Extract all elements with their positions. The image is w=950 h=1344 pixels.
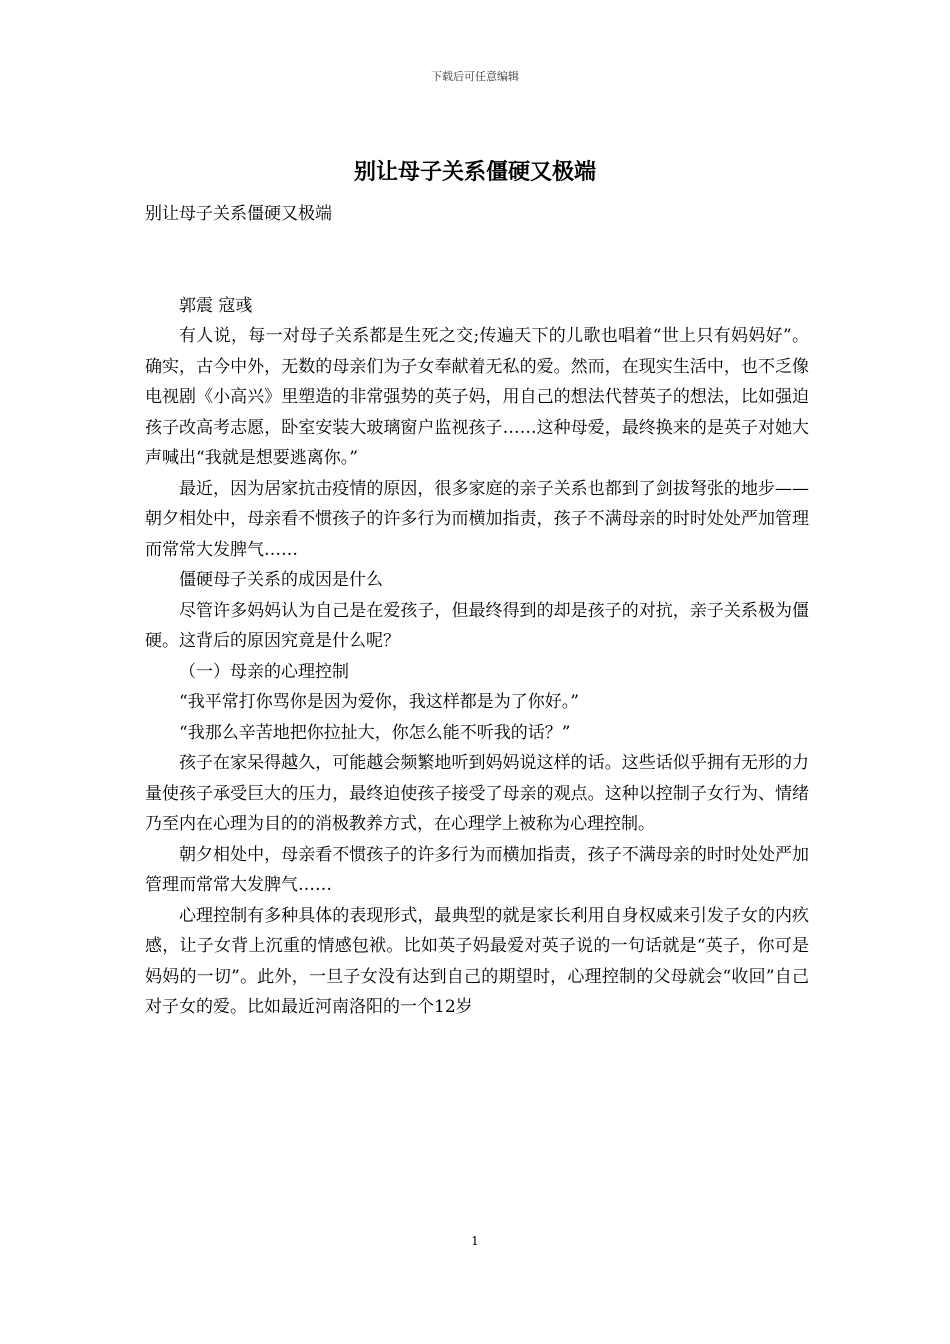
- subsection-heading: （一）母亲的心理控制: [179, 661, 349, 682]
- page-header: 下载后可任意编辑: [431, 70, 519, 83]
- paragraph: 心理控制有多种具体的表现形式，最典型的就是家长利用自身权威来引发子女的内疚感，让子女背上沉重的情感包袱。比如英子妈最爱对英子说的一句话就是“英子，你可是妈妈的一切”。此外，一旦子女没有达到自己的期望时，心理控制的父母就会“收回”自己对子女的爱。比如最近河南洛阳的一个12岁: [145, 905, 809, 1017]
- paragraph: 有人说，每一对母子关系都是生死之交;传遍天下的儿歌也唱着“世上只有妈妈好”。确实，古今中外，无数的母亲们为子女奉献着无私的爱。然而，在现实生活中，也不乏像电视剧《小高兴》里塑造的非常强势的英子妈，用自己的想法代替英子的想法，比如强迫孩子改高考志愿，卧室安装大玻璃窗户监视孩子……这种母爱，最终换来的是英子对她大声喊出“我就是想要逃离你。”: [145, 326, 809, 468]
- spacer: [145, 230, 809, 291]
- document-title: 别让母子关系僵硬又极端: [353, 159, 596, 185]
- paragraph: 孩子在家呆得越久，可能越会频繁地听到妈妈说这样的话。这些话似乎拥有无形的力量使孩子承受巨大的压力，最终迫使孩子接受了母亲的观点。这种以控制子女行为、情绪乃至内在心理为目的的消极教养方式，在心理学上被称为心理控制。: [145, 753, 809, 834]
- paragraph: 最近，因为居家抗击疫情的原因，很多家庭的亲子关系也都到了剑拔弩张的地步——朝夕相处中，母亲看不惯孩子的许多行为而横加指责，孩子不满母亲的时时处处严加管理而常常大发脾气……: [145, 478, 809, 560]
- paragraph: 尽管许多妈妈认为自己是在爱孩子，但最终得到的却是孩子的对抗，亲子关系极为僵硬。这背后的原因究竟是什么呢？: [145, 600, 809, 651]
- authors: 郭震 寇彧: [179, 295, 253, 316]
- document-body: [145, 199, 809, 1023]
- page-number: 1: [471, 1234, 479, 1248]
- quote: “我那么辛苦地把你拉扯大，你怎么能不听我的话？”: [179, 722, 571, 743]
- subtitle: 别让母子关系僵硬又极端: [145, 204, 332, 224]
- section-heading: 僵硬母子关系的成因是什么: [179, 570, 383, 590]
- paragraph: 朝夕相处中，母亲看不惯孩子的许多行为而横加指责，孩子不满母亲的时时处处严加管理而常常大发脾气……: [145, 844, 809, 895]
- quote: “我平常打你骂你是因为爱你，我这样都是为了你好。”: [179, 692, 579, 712]
